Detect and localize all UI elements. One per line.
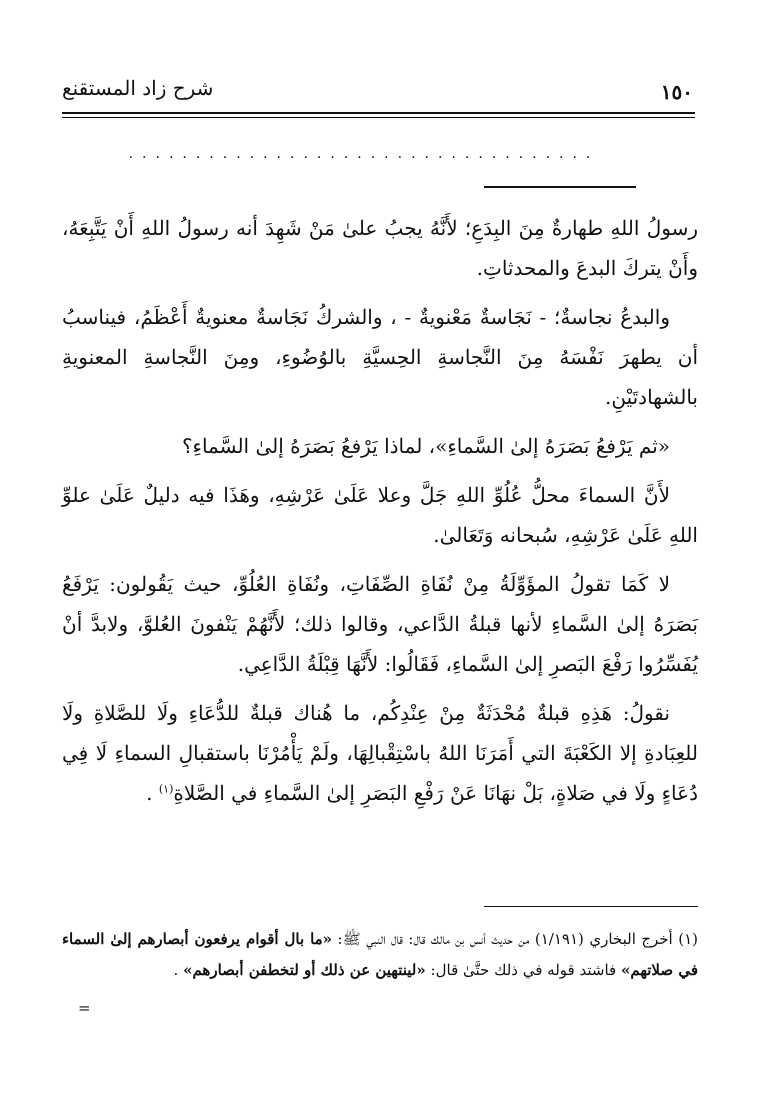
paragraph: «ثم يَرْفعُ بَصَرَهُ إلىٰ السَّماءِ»، لماذا يَرْفعُ بَصَرَهُ إلىٰ السَّماءِ؟	[181, 434, 670, 458]
paragraph: رسولُ اللهِ طهارةٌ مِنَ البِدَعِ؛ لأَنَّهُ يجبُ علىٰ مَنْ شَهِدَ أنه رسولُ اللهِ أَنْ يَتَّبِعَهُ، وأَنْ يتركَ البدعَ والمحدثاتِ.	[62, 216, 698, 280]
paragraph-text: نقولُ: هَذِهِ قبلةٌ مُحْدَثَةٌ مِنْ عِنْدِكُم، ما هُناك قبلةٌ للدُّعَاءِ ولَا للصَّلاةِ ولَا للعِبَادةِ إلا الكَعْبَةَ التي أَمَرَنَا اللهُ باسْتِقْبالِهَا، ولَمْ يَأْمُرْنَا باستقبالِ السماءِ لَا فِي دُعَاءٍ ولَا في صَلاةٍ، بَلْ نهَانَا عَنْ رَفْعِ البَصَرِ إلىٰ السَّماءِ في الصَّلاةِ	[62, 701, 698, 805]
paragraph	[62, 693, 698, 813]
footnote-reference: (١)	[158, 782, 174, 796]
header-rule	[62, 112, 695, 114]
hadith-quote: «ما بال أقوام يرفعون أبصارهم إلىٰ السماء في صلاتهم»	[62, 930, 698, 979]
footnote	[62, 924, 698, 986]
footnote-rule	[484, 906, 698, 907]
paragraph: لأَنَّ السماءَ محلُّ عُلُوِّ اللهِ جَلَّ وعلا عَلَىٰ عَرْشِهِ، وهَذَا فيه دليلٌ عَلَىٰ علوِّ اللهِ عَلَىٰ عَرْشِهِ، سُبحانه وَتَعَالىٰ.	[62, 483, 698, 547]
footnote-number: (١)	[678, 930, 698, 948]
header-rule-thin	[62, 117, 695, 118]
footnote-middle: فاشتد قوله في ذلك حتَّىٰ قال:	[430, 961, 617, 979]
continuation-mark: =	[78, 999, 91, 1017]
section-rule	[484, 186, 636, 188]
dotted-separator: ...................................	[128, 146, 600, 162]
page-number: ١٥٠	[660, 80, 693, 104]
paragraph: لا كَمَا تقولُ المؤَوِّلَةُ مِنْ نُفَاةِ الصِّفَاتِ، ونُفَاةِ العُلُوِّ، حيث يَقُولون: يَرْفَعُ بَصَرَهُ إلىٰ السَّماءِ لأنها قبلةُ الدَّاعي، وقالوا ذلك؛ لأَنَّهُمْ يَنْفونَ العُلوَّ، ولابدَّ أنْ يُفَسِّرُوا رَفْعَ البَصرِ إلىٰ السَّماءِ، فَقَالُوا: لأَنَّهَا قِبْلَةُ الدَّاعِي.	[62, 572, 698, 676]
main-text	[62, 208, 698, 822]
running-title: شرح زاد المستقنع	[62, 76, 214, 100]
footnote-end: .	[173, 961, 179, 979]
paragraph-end: .	[146, 781, 153, 805]
hadith-quote: «لينتهين عن ذلك أو لتخطفن أبصارهم»	[183, 961, 426, 979]
paragraph: والبدعُ نجاسةٌ؛ - نَجَاسةٌ مَعْنويةٌ - ، والشركُ نَجَاسةٌ معنويةٌ أَعْظَمُ، فيناسبُ أن يطهرَ نَفْسَهُ مِنَ النَّجاسةِ الحِسيَّةِ بالوُضُوءِ، ومِنَ النَّجاسةِ المعنويةِ بالشهادتَيْنِ.	[62, 305, 698, 409]
footnote-intro: أخرج البخاري (١/١٩١) من حديث أنس بن مالك قال: قال النبي ﷺ:	[337, 930, 673, 948]
